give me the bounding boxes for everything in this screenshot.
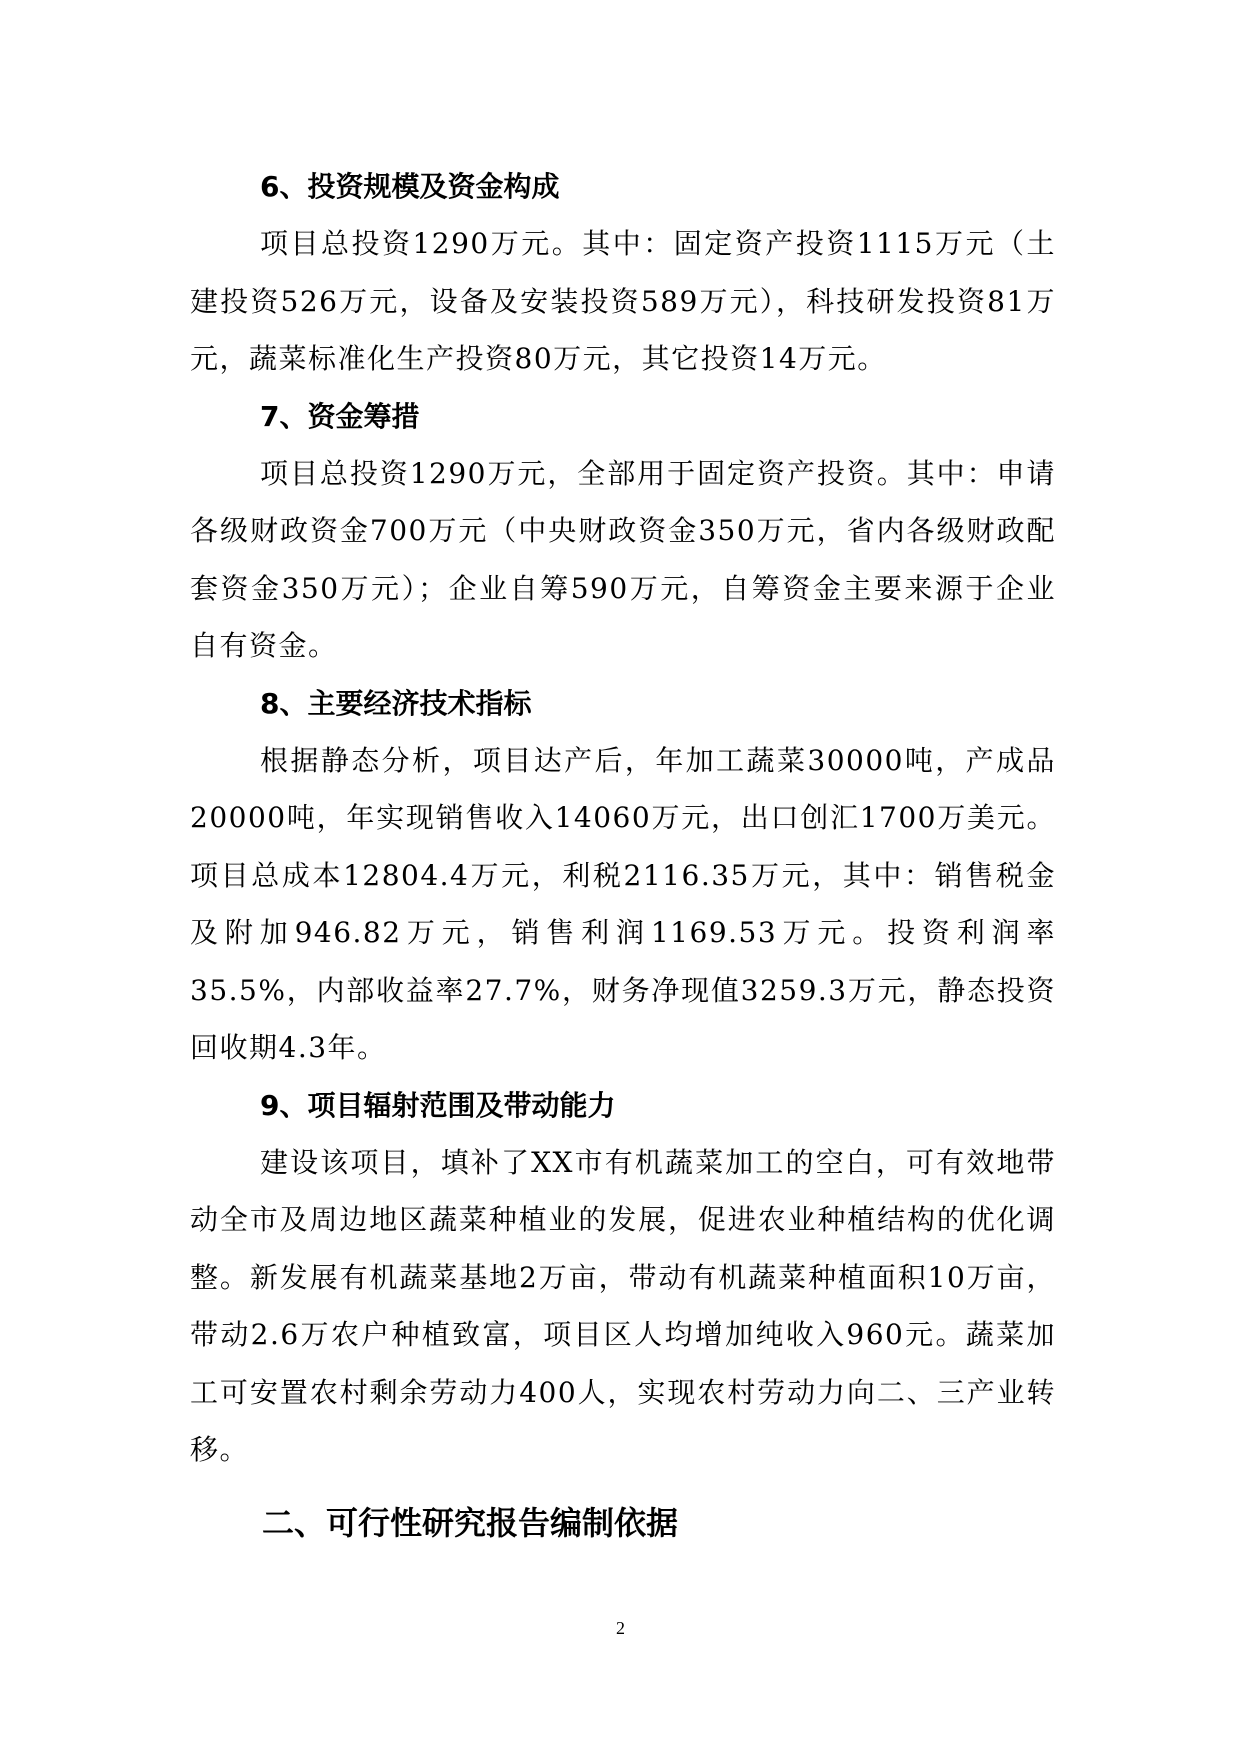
heading-economic-indicators: 8、主要经济技术指标 (260, 686, 532, 720)
paragraph-project-impact: 建设该项目，填补了XX市有机蔬菜加工的空白，可有效地带动全市及周边地区蔬菜种植业的发展，促进农业种植结构的优化调整。新发展有机蔬菜基地2万亩，带动有机蔬菜种植面积10万亩，带动2.6万农户种植致富，项目区人均增加纯收入960元。蔬菜加工可安置农村剩余劳动力400人，实现农村劳动力向二、三产业转移。 (190, 1145, 1056, 1466)
paragraph-economic-indicators: 根据静态分析，项目达产后，年加工蔬菜30000吨，产成品20000吨，年实现销售收入14060万元，出口创汇1700万美元。项目总成本12804.4万元，利税2116.35万元，其中：销售税金及附加946.82万元，销售利润1169.53万元。投资利润率35.5%，内部收益率27.7%，财务净现值3259.3万元，静态投资回收期4.3年。 (190, 743, 1056, 1064)
heading-fund-raising: 7、资金筹措 (260, 399, 420, 433)
heading-investment-scale: 6、投资规模及资金构成 (260, 170, 560, 203)
heading-project-impact: 9、项目辐射范围及带动能力 (260, 1088, 616, 1122)
paragraph-fund-raising: 项目总投资1290万元，全部用于固定资产投资。其中：申请各级财政资金700万元（中央财政资金350万元，省内各级财政配套资金350万元）；企业自筹590万元，自筹资金主要来源于企业自有资金。 (190, 456, 1056, 662)
paragraph-investment-scale: 项目总投资1290万元。其中：固定资产投资1115万元（土建投资526万元，设备及安装投资589万元），科技研发投资81万元，蔬菜标准化生产投资80万元，其它投资14万元。 (190, 227, 1056, 375)
section-title: 二、可行性研究报告编制依据 (262, 1503, 679, 1542)
page-content (190, 158, 1056, 1555)
page-number: 2 (616, 1618, 625, 1638)
